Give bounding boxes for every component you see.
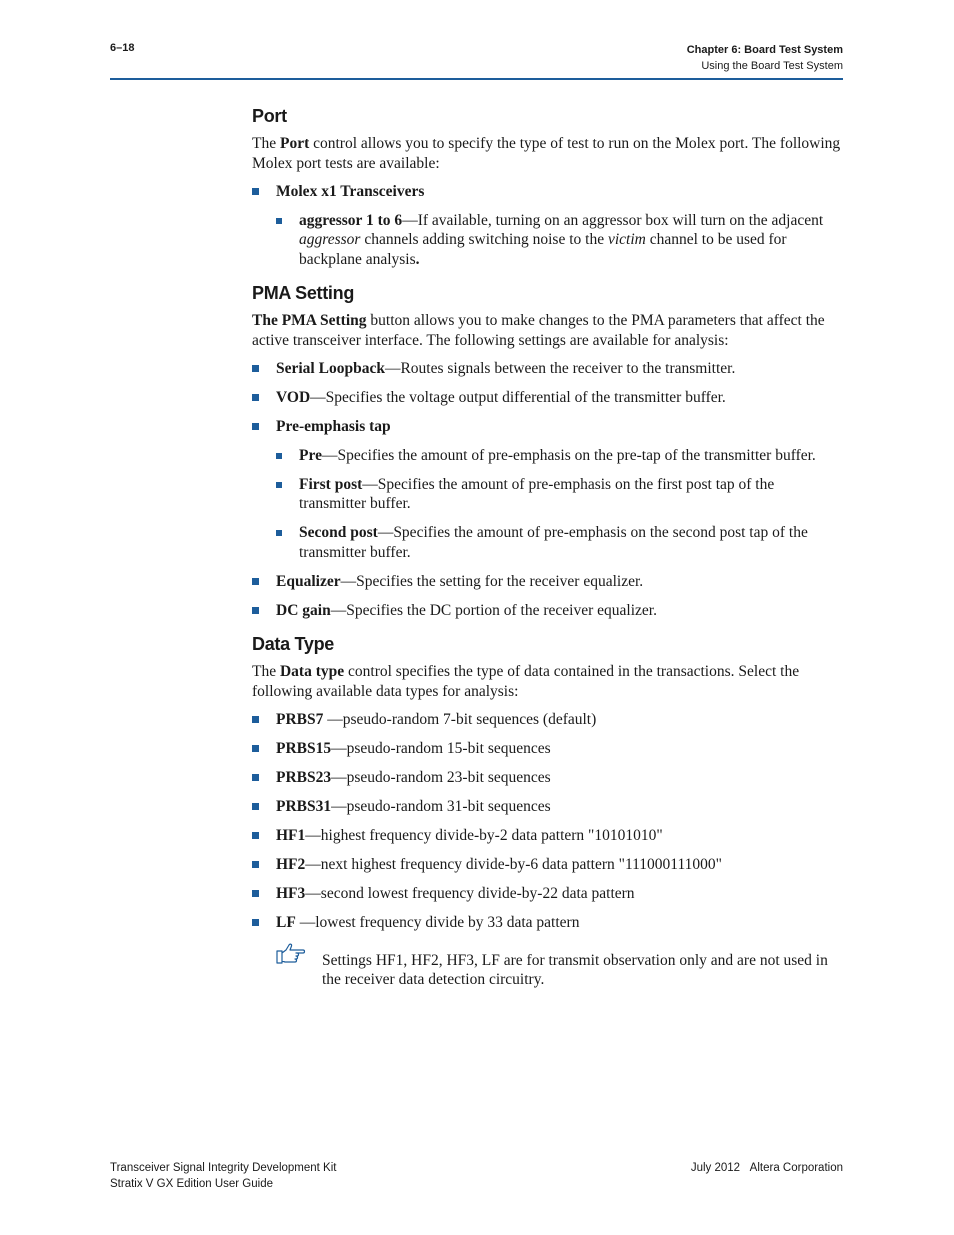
- port-heading: Port: [252, 106, 287, 126]
- note-text: Settings HF1, HF2, HF3, LF are for transmit observation only and are not used in the receiver data detection circuitry.: [322, 951, 828, 988]
- list-item: Pre-emphasis tap Pre—Specifies the amount of pre-emphasis on the pre-tap of the transmitter buffer. First post—Specifies the amount of pre-emphasis on the first post tap of the transmitter buffer. Second post—Specifies the amount of pre-emphasis on the second post tap of the transmitter buffer.: [252, 417, 844, 562]
- port-sub-list: [276, 211, 844, 270]
- list-item: aggressor 1 to 6—If available, turning on an aggressor box will turn on the adjacent aggressor channels adding switching noise to the victim channel to be used for backplane analysis.: [276, 211, 844, 270]
- list-item: LF —lowest frequency divide by 33 data pattern: [252, 913, 844, 933]
- list-item: PRBS31—pseudo-random 31-bit sequences: [252, 797, 844, 817]
- list-item: HF1—highest frequency divide-by-2 data pattern "10101010": [252, 826, 844, 846]
- footer-doc-title: Transceiver Signal Integrity Development Kit Stratix V GX Edition User Guide: [110, 1162, 337, 1190]
- pma-section: [252, 281, 844, 620]
- port-test-list: [252, 182, 844, 269]
- page-number: 6–18: [110, 42, 135, 54]
- page-body: [252, 104, 844, 990]
- list-item: VOD—Specifies the voltage output differential of the transmitter buffer.: [252, 388, 844, 408]
- list-item: Equalizer—Specifies the setting for the receiver equalizer.: [252, 572, 844, 592]
- list-item: PRBS7 —pseudo-random 7-bit sequences (default): [252, 710, 844, 730]
- note-box: [252, 951, 844, 990]
- list-item: Second post—Specifies the amount of pre-emphasis on the second post tap of the transmitter buffer.: [276, 523, 844, 562]
- footer-company: Altera Corporation: [749, 1162, 843, 1174]
- pma-list: [252, 359, 844, 620]
- data-type-list: [252, 710, 844, 933]
- running-header: [687, 42, 843, 74]
- section-title: Using the Board Test System: [701, 60, 843, 72]
- pointing-hand-icon: [276, 943, 306, 965]
- pre-emphasis-sub-list: [276, 446, 844, 563]
- list-item: Pre—Specifies the amount of pre-emphasis on the pre-tap of the transmitter buffer.: [276, 446, 844, 466]
- list-item: DC gain—Specifies the DC portion of the receiver equalizer.: [252, 601, 844, 621]
- list-item: First post—Specifies the amount of pre-emphasis on the first post tap of the transmitter buffer.: [276, 475, 844, 514]
- chapter-title: Chapter 6: Board Test System: [686, 44, 843, 56]
- data-type-heading: Data Type: [252, 634, 334, 654]
- pma-intro: The PMA Setting button allows you to make changes to the PMA parameters that affect the active transceiver interface. The following settings are available for analysis:: [252, 312, 825, 349]
- data-type-section: [252, 632, 844, 990]
- list-item: PRBS15—pseudo-random 15-bit sequences: [252, 739, 844, 759]
- footer-date: July 2012: [690, 1162, 741, 1174]
- footer-publisher: [691, 1160, 843, 1176]
- list-item: HF2—next highest frequency divide-by-6 data pattern "111000111000": [252, 855, 844, 875]
- port-intro: The Port control allows you to specify the type of test to run on the Molex port. The following Molex port tests are available:: [252, 135, 841, 172]
- list-item: PRBS23—pseudo-random 23-bit sequences: [252, 768, 844, 788]
- page-header: [110, 42, 843, 80]
- list-item: Molex x1 Transceivers aggressor 1 to 6—If available, turning on an aggressor box will turn on the adjacent aggressor channels adding switching noise to the victim channel to be used for backplane analysis.: [252, 182, 844, 269]
- list-item: Serial Loopback—Routes signals between the receiver to the transmitter.: [252, 359, 844, 379]
- data-type-intro: The Data type control specifies the type of data contained in the transactions. Select the following available data types for analysis:: [252, 663, 800, 700]
- list-item: HF3—second lowest frequency divide-by-22 data pattern: [252, 884, 844, 904]
- port-section: [252, 104, 844, 269]
- pma-heading: PMA Setting: [252, 283, 355, 303]
